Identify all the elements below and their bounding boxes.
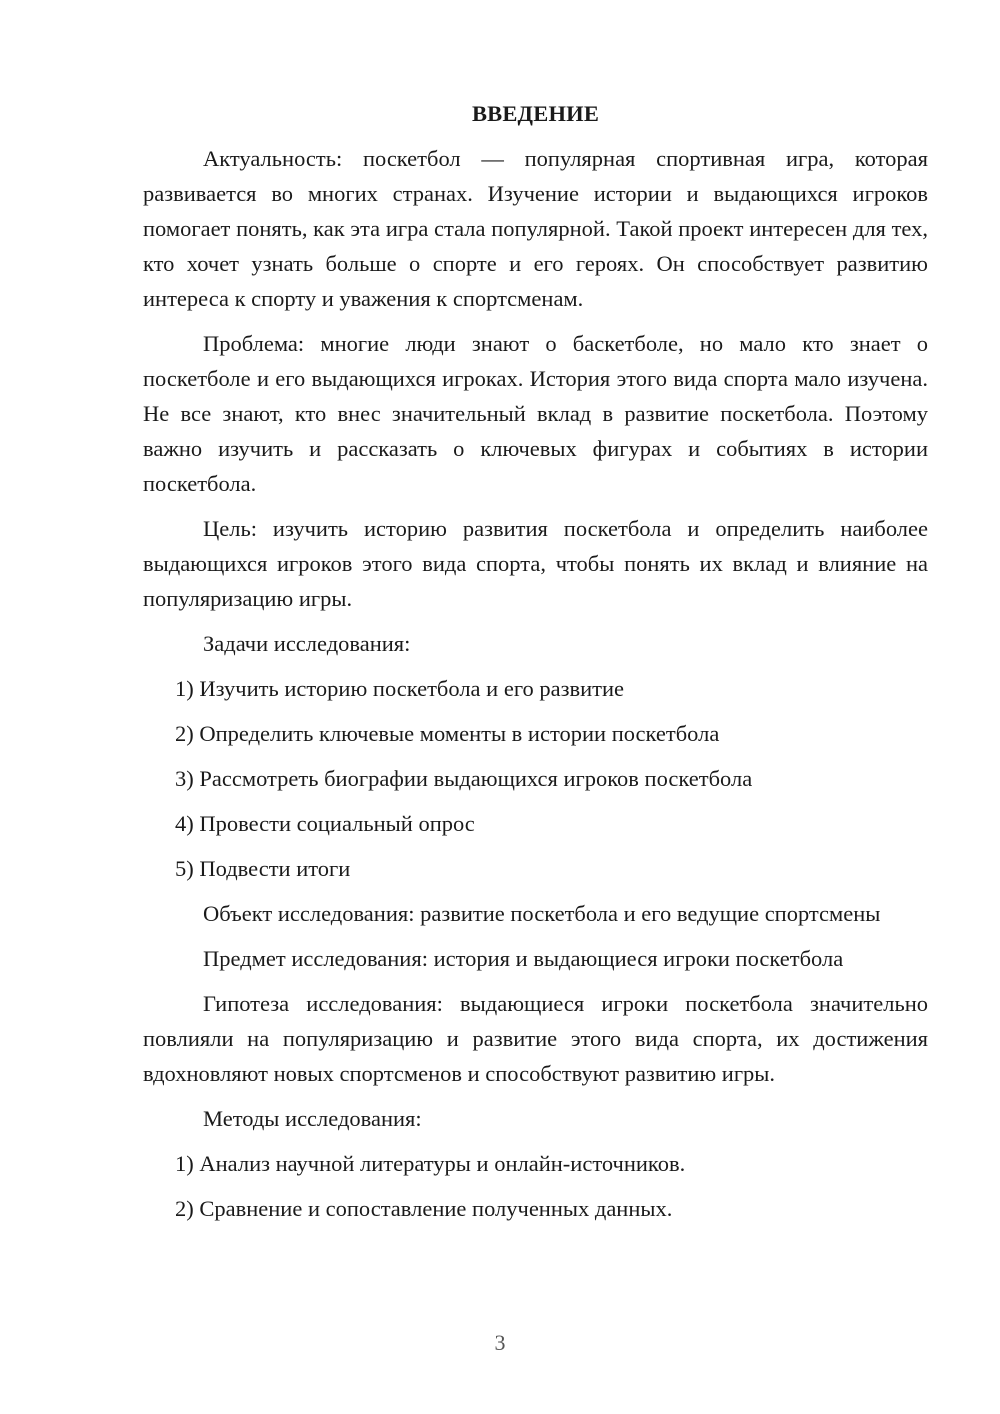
hypothesis-paragraph: Гипотеза исследования: выдающиеся игроки поскетбола значительно повлияли на популяризацию и развитие этого вида спорта, их достижения вдохновляют новых спортсменов и способствуют развитию игры. [143,991,928,1086]
section-heading: ВВЕДЕНИЕ [471,101,600,126]
task-item: 3) Рассмотреть биографии выдающихся игроков поскетбола [175,766,753,791]
subject-paragraph: Предмет исследования: история и выдающиеся игроки поскетбола [203,946,844,971]
task-item: 5) Подвести итоги [175,856,351,881]
goal-paragraph: Цель: изучить историю развития поскетбола и определить наиболее выдающихся игроков этого вида спорта, чтобы понять их вклад и влияние на популяризацию игры. [143,516,928,611]
page-number: 3 [494,1330,506,1355]
task-item: 1) Изучить историю поскетбола и его развитие [175,676,625,701]
task-item: 4) Провести социальный опрос [175,811,475,836]
method-item: 1) Анализ научной литературы и онлайн-источников. [175,1151,686,1176]
document-page [143,96,928,1236]
methods-title: Методы исследования: [203,1106,422,1131]
relevance-paragraph: Актуальность: поскетбол — популярная спортивная игра, которая развивается во многих странах. Изучение истории и выдающихся игроков помогает понять, как эта игра стала популярной. Такой проект интересен для тех, кто хочет узнать больше о спорте и его героях. Он способствует развитию интереса к спорту и уважения к спортсменам. [143,146,928,311]
tasks-title: Задачи исследования: [203,631,411,656]
object-paragraph: Объект исследования: развитие поскетбола и его ведущие спортсмены [203,901,881,926]
problem-paragraph: Проблема: многие люди знают о баскетболе, но мало кто знает о поскетболе и его выдающихся игроках. История этого вида спорта мало изучена. Не все знают, кто внес значительный вклад в развитие поскетбола. Поэтому важно изучить и рассказать о ключевых фигурах и событиях в истории поскетбола. [143,331,928,496]
method-item: 2) Сравнение и сопоставление полученных данных. [175,1196,673,1221]
task-item: 2) Определить ключевые моменты в истории поскетбола [175,721,720,746]
